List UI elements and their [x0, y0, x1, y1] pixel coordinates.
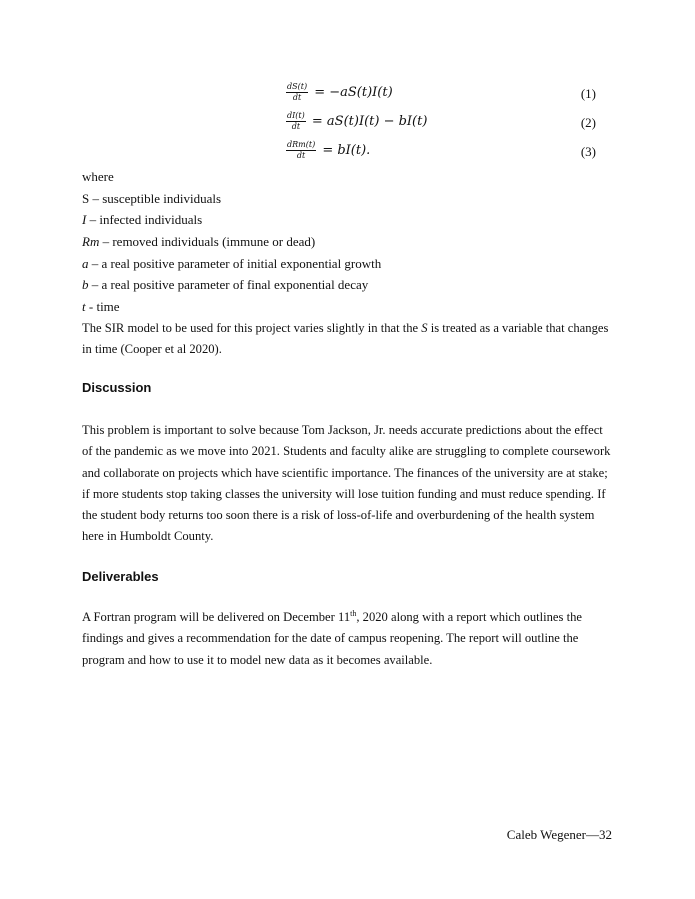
equation-3-rhs: = bI(t). — [322, 143, 371, 158]
definition-symbol: b — [82, 277, 89, 292]
deliverables-paragraph — [82, 607, 612, 671]
definition-text: – removed individuals (immune or dead) — [99, 234, 316, 249]
equation-3-fraction — [286, 140, 316, 161]
definition-rm — [82, 234, 315, 250]
definition-s — [82, 191, 221, 207]
equation-3-numerator: dRm(t) — [287, 140, 316, 149]
sir-paragraph — [82, 318, 612, 361]
sir-symbol: S — [421, 321, 428, 335]
deliverables-superscript: th — [350, 608, 357, 618]
where-label: where — [82, 169, 114, 184]
definition-i — [82, 212, 202, 228]
definition-text: - time — [85, 299, 120, 314]
equation-1-numerator: dS(t) — [287, 82, 308, 91]
deliverables-heading: Deliverables — [82, 569, 159, 584]
definition-text: – a real positive parameter of final exponential decay — [88, 277, 369, 292]
deliverables-text-before: A Fortran program will be delivered on December 11 — [82, 610, 351, 624]
equation-2-denominator: dt — [291, 122, 301, 131]
equation-3 — [286, 140, 596, 164]
equation-1-fraction — [286, 82, 308, 103]
sir-text-after: is treated as a variable that changes in time (Cooper et al 2020). — [82, 321, 609, 357]
definition-a — [82, 256, 381, 272]
sir-text-before: The SIR model to be used for this project varies slightly in that the — [82, 321, 422, 335]
definition-symbol: I — [82, 212, 87, 227]
definition-b — [82, 277, 368, 293]
discussion-paragraph: This problem is important to solve because Tom Jackson, Jr. needs accurate predictions about the effect of the pandemic as we move into 2021. Students and faculty alike are struggling to complete coursework and collaborate on projects which have scientific importance. The finances of the university are at stake; if more students stop taking classes the university will lose tuition funding and must reduce spending. If the student body returns too soon there is a risk of loss-of-life and overburdening of the health system here in Humboldt County. — [82, 423, 611, 544]
equation-3-denominator: dt — [296, 151, 306, 160]
equation-1-rhs: = −aS(t)I(t) — [314, 85, 393, 100]
equation-2-rhs: = aS(t)I(t) − bI(t) — [311, 114, 428, 129]
equation-2-numerator: dI(t) — [287, 111, 305, 120]
equation-1-number: (1) — [580, 86, 596, 101]
equation-1-denominator: dt — [292, 93, 302, 102]
discussion-heading: Discussion — [82, 380, 152, 395]
equation-2-fraction — [286, 111, 306, 132]
definition-symbol: S — [82, 191, 90, 206]
equation-2-number: (2) — [580, 115, 596, 130]
definition-symbol: t — [82, 299, 86, 314]
definition-text: – infected individuals — [86, 212, 203, 227]
definition-t — [82, 299, 120, 315]
equation-2 — [286, 111, 596, 135]
deliverables-text-after: , 2020 along with a report which outlines the findings and gives a recommendation for the date of campus reopening. The report will outline the program and how to use it to model new data as it becomes available. — [82, 610, 582, 667]
definition-symbol: a — [82, 256, 89, 271]
equation-3-number: (3) — [580, 144, 596, 159]
equation-1 — [286, 82, 596, 106]
definition-text: – susceptible individuals — [89, 191, 222, 206]
definition-symbol: Rm — [82, 234, 100, 249]
page-footer: Caleb Wegener—32 — [506, 827, 612, 842]
definition-text: – a real positive parameter of initial exponential growth — [88, 256, 382, 271]
